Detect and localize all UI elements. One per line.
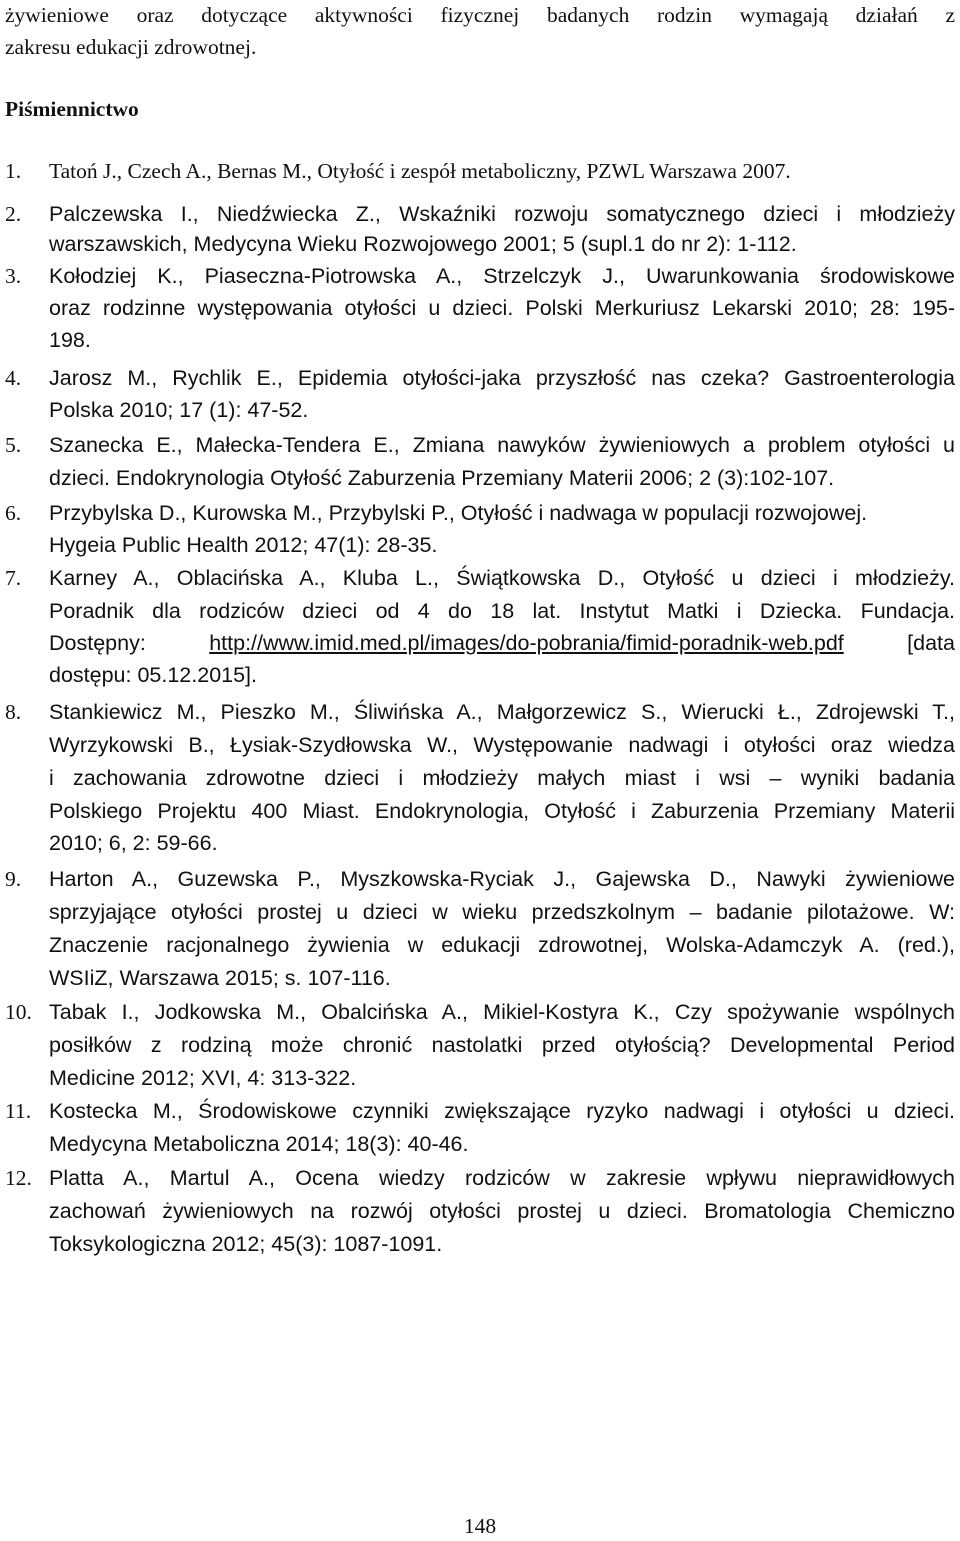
reference-text-line: Stankiewicz M., Pieszko M., Śliwińska A., Małgorzewicz S., Wierucki Ł., Zdrojewski T., <box>49 700 955 724</box>
reference-text-line: Kostecka M., Środowiskowe czynniki zwiększające ryzyko nadwagi i otyłości u dzieci. <box>49 1099 955 1123</box>
reference-text-line: Medicine 2012; XVI, 4: 313-322. <box>49 1066 357 1090</box>
reference-text-line: Tatoń J., Czech A., Bernas M., Otyłość i zespół metaboliczny, PZWL Warszawa 2007. <box>49 159 791 183</box>
reference-text-line: Szanecka E., Małecka-Tendera E., Zmiana nawyków żywieniowych a problem otyłości u <box>49 433 955 457</box>
reference-text-line: Harton A., Guzewska P., Myszkowska-Ryciak J., Gajewska D., Nawyki żywieniowe <box>49 867 955 891</box>
reference-text-line: Polska 2010; 17 (1): 47-52. <box>49 398 309 422</box>
reference-text-line: Hygeia Public Health 2012; 47(1): 28-35. <box>49 533 438 557</box>
access-suffix: [data <box>907 631 955 655</box>
reference-text-line: Przybylska D., Kurowska M., Przybylski P., Otyłość i nadwaga w populacji rozwojowej. <box>49 501 868 525</box>
reference-text-line: Wyrzykowski B., Łysiak-Szydłowska W., Występowanie nadwagi i otyłości oraz wiedza <box>49 733 955 757</box>
reference-text-line: Polskiego Projektu 400 Miast. Endokrynologia, Otyłość i Zaburzenia Przemiany Materii <box>49 799 955 823</box>
reference-text-line: posiłków z rodziną może chronić nastolatki przed otyłością? Developmental Period <box>49 1033 955 1057</box>
reference-number: 7. <box>5 566 22 590</box>
reference-text-line: Poradnik dla rodziców dzieci od 4 do 18 lat. Instytut Matki i Dziecka. Fundacja. <box>49 599 955 623</box>
reference-number: 4. <box>5 366 22 390</box>
reference-text-line: oraz rodzinne występowania otyłości u dzieci. Polski Merkuriusz Lekarski 2010; 28: 195- <box>49 296 955 320</box>
reference-number: 5. <box>5 433 22 457</box>
reference-text-line: Toksykologiczna 2012; 45(3): 1087-1091. <box>49 1232 443 1256</box>
reference-text-line: Medycyna Metaboliczna 2014; 18(3): 40-46. <box>49 1132 469 1156</box>
reference-number: 9. <box>5 867 22 891</box>
reference-text-line: dzieci. Endokrynologia Otyłość Zaburzenia Przemiany Materii 2006; 2 (3):102-107. <box>49 466 835 490</box>
reference-text-line: i zachowania zdrowotne dzieci i młodzieży małych miast i wsi – wyniki badania <box>49 766 955 790</box>
reference-text-line: sprzyjające otyłości prostej u dzieci w wieku przedszkolnym – badanie pilotażowe. W: <box>49 900 955 924</box>
reference-text-line: dostępu: 05.12.2015]. <box>49 663 258 687</box>
reference-text-line: 2010; 6, 2: 59-66. <box>49 831 218 855</box>
reference-access-line <box>49 628 955 658</box>
reference-text-line: Palczewska I., Niedźwiecka Z., Wskaźniki rozwoju somatycznego dzieci i młodzieży <box>49 202 955 226</box>
reference-text-line: zachowań żywieniowych na rozwój otyłości prostej u dzieci. Bromatologia Chemiczno <box>49 1199 955 1223</box>
reference-number: 3. <box>5 264 22 288</box>
reference-text-line: Znaczenie racjonalnego żywienia w edukacji zdrowotnej, Wolska-Adamczyk A. (red.), <box>49 933 955 957</box>
reference-number: 2. <box>5 202 22 226</box>
reference-number: 6. <box>5 501 22 525</box>
reference-text-line: warszawskich, Medycyna Wieku Rozwojowego 2001; 5 (supl.1 do nr 2): 1-112. <box>49 232 797 256</box>
reference-number: 10. <box>5 1000 32 1024</box>
reference-number: 1. <box>5 159 22 183</box>
access-prefix: Dostępny: <box>49 631 146 655</box>
reference-text-line: Tabak I., Jodkowska M., Obalcińska A., Mikiel-Kostyra K., Czy spożywanie wspólnych <box>49 1000 955 1024</box>
page-number: 148 <box>463 1514 497 1538</box>
reference-number: 8. <box>5 700 22 724</box>
reference-number: 11. <box>5 1099 32 1123</box>
reference-url-link[interactable]: http://www.imid.med.pl/images/do-pobrania/fimid-poradnik-web.pdf <box>209 631 844 655</box>
reference-text-line: WSIiZ, Warszawa 2015; s. 107-116. <box>49 966 391 990</box>
intro-line-2: zakresu edukacji zdrowotnej. <box>5 35 257 59</box>
reference-text-line: Kołodziej K., Piaseczna-Piotrowska A., Strzelczyk J., Uwarunkowania środowiskowe <box>49 264 955 288</box>
reference-text-line: 198. <box>49 328 91 352</box>
reference-text-line: Karney A., Oblacińska A., Kluba L., Świątkowska D., Otyłość u dzieci i młodzieży. <box>49 566 955 590</box>
reference-number: 12. <box>5 1166 32 1190</box>
reference-text-line: Platta A., Martul A., Ocena wiedzy rodziców w zakresie wpływu nieprawidłowych <box>49 1166 955 1190</box>
references-heading: Piśmiennictwo <box>5 97 139 121</box>
reference-text-line: Jarosz M., Rychlik E., Epidemia otyłości-jaka przyszłość nas czeka? Gastroenterologia <box>49 366 955 390</box>
intro-line-1: żywieniowe oraz dotyczące aktywności fizycznej badanych rodzin wymagają działań z <box>5 3 955 27</box>
